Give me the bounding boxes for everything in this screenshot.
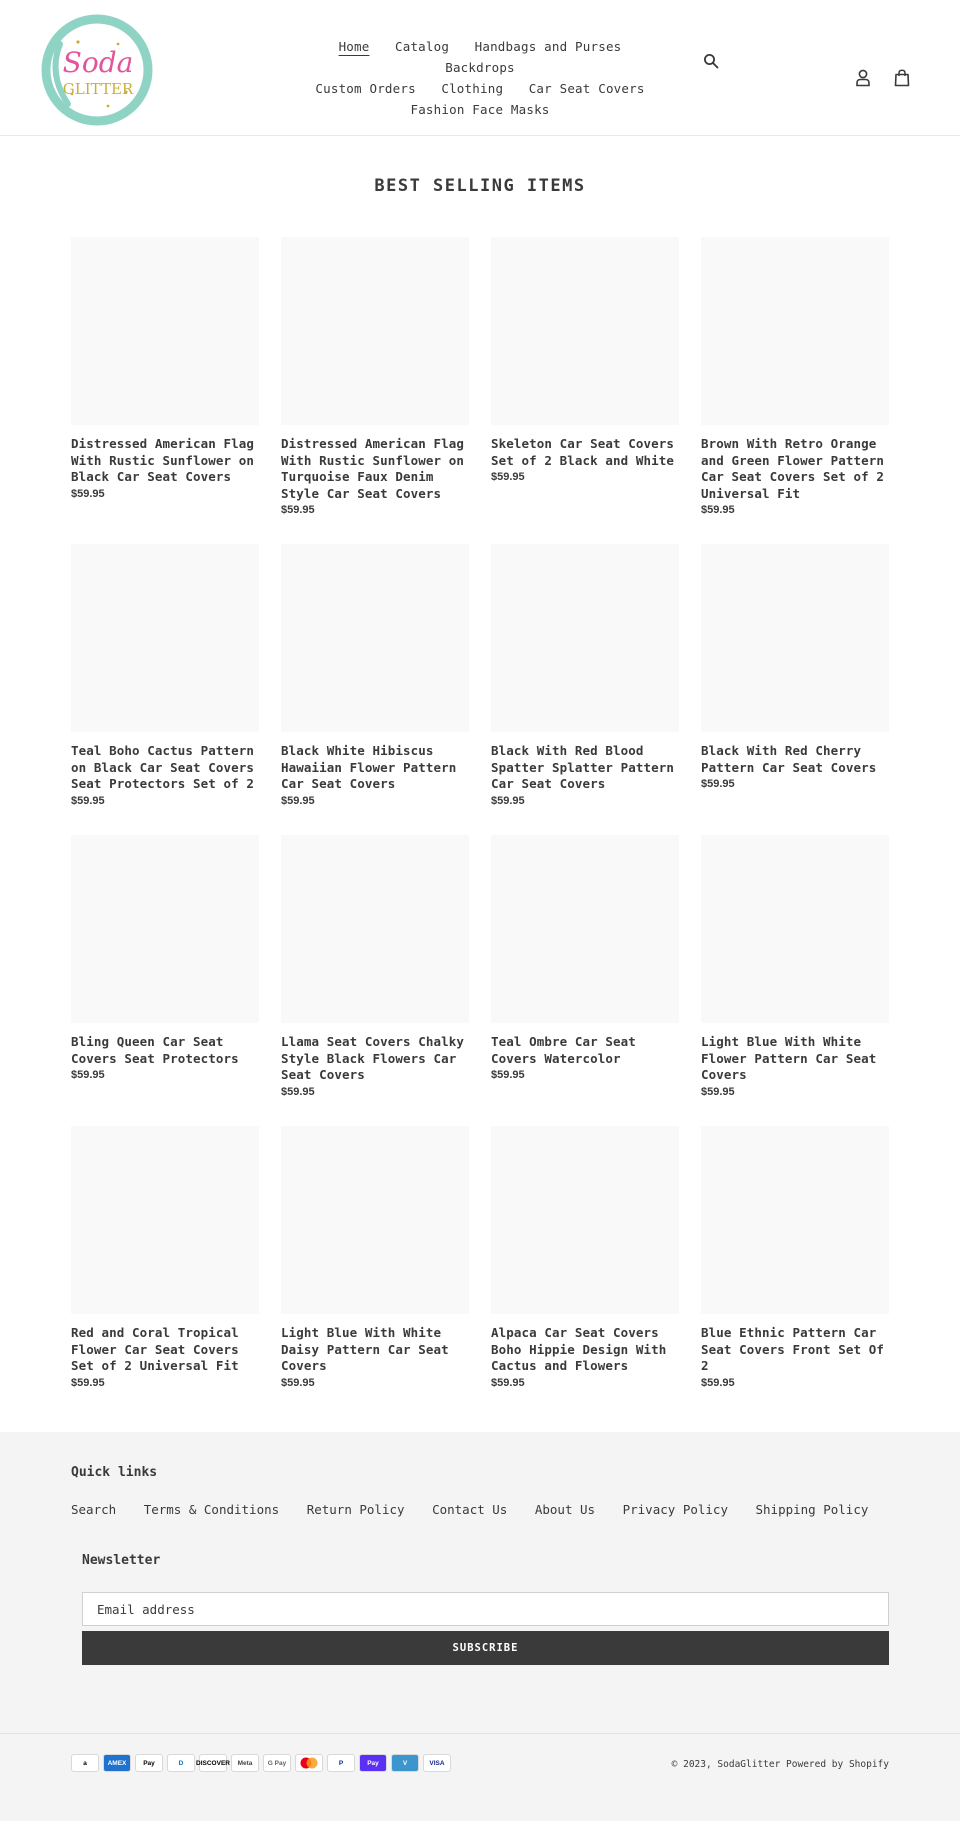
product-title[interactable]: Brown With Retro Orange and Green Flower Pattern Car Seat Covers Set of 2 Universal Fit <box>701 436 885 501</box>
diners-club-icon <box>167 1754 195 1772</box>
product-image[interactable] <box>701 544 889 732</box>
product-price: $59.95 <box>491 1376 525 1389</box>
product-card[interactable] <box>71 237 259 516</box>
product-price: $59.95 <box>701 504 735 516</box>
newsletter-title: Newsletter <box>82 1553 161 1568</box>
product-image[interactable] <box>71 835 259 1023</box>
payment-label: D <box>178 1759 184 1767</box>
main-nav <box>300 36 660 120</box>
product-image[interactable] <box>701 835 889 1023</box>
nav-item-handbags[interactable]: Handbags and Purses <box>474 39 622 54</box>
payment-label: G Pay <box>267 1759 287 1767</box>
email-field[interactable] <box>82 1592 889 1626</box>
payment-label: Meta <box>237 1759 253 1767</box>
venmo-icon <box>391 1754 419 1772</box>
product-card[interactable] <box>281 237 469 516</box>
payment-label: a <box>83 1759 87 1767</box>
apple-pay-icon <box>135 1754 163 1772</box>
section-title: BEST SELLING ITEMS <box>374 176 586 196</box>
product-title[interactable]: Bling Queen Car Seat Covers Seat Protectors <box>71 1034 239 1066</box>
product-card[interactable] <box>701 835 889 1098</box>
product-title[interactable]: Blue Ethnic Pattern Car Seat Covers Front Set Of 2 <box>701 1325 885 1373</box>
payment-label: Pay <box>367 1759 379 1767</box>
nav-item-clothing[interactable]: Clothing <box>441 81 504 96</box>
product-card[interactable] <box>491 1126 679 1389</box>
product-card[interactable] <box>491 237 679 516</box>
footer-link-return-policy[interactable]: Return Policy <box>306 1502 405 1517</box>
product-title[interactable]: Teal Ombre Car Seat Covers Watercolor <box>491 1034 636 1066</box>
cart-icon[interactable] <box>888 64 916 92</box>
product-price: $59.95 <box>701 1376 735 1389</box>
footer-link-shipping[interactable]: Shipping Policy <box>755 1502 869 1517</box>
product-title[interactable]: Distressed American Flag With Rustic Sunflower on Turquoise Faux Denim Style Car Seat Covers <box>281 436 465 501</box>
site-header <box>0 0 960 136</box>
product-card[interactable] <box>701 544 889 807</box>
footer-link-privacy[interactable]: Privacy Policy <box>622 1502 728 1517</box>
product-price: $59.95 <box>71 1376 105 1389</box>
product-price: $59.95 <box>281 794 315 807</box>
product-price: $59.95 <box>491 794 525 807</box>
product-card[interactable] <box>71 835 259 1098</box>
product-image[interactable] <box>491 544 679 732</box>
product-title[interactable]: Distressed American Flag With Rustic Sunflower on Black Car Seat Covers <box>71 436 255 484</box>
payment-label: V <box>402 1759 408 1767</box>
product-grid <box>71 237 889 1389</box>
google-pay-icon <box>263 1754 291 1772</box>
product-image[interactable] <box>71 237 259 425</box>
search-icon[interactable] <box>697 47 725 75</box>
payment-icons <box>71 1754 451 1772</box>
product-card[interactable] <box>491 544 679 807</box>
payment-label: AMEX <box>107 1759 127 1767</box>
product-image[interactable] <box>491 1126 679 1314</box>
site-footer <box>0 1432 960 1821</box>
account-icon[interactable] <box>849 64 877 92</box>
payment-label: Pay <box>143 1759 155 1767</box>
product-card[interactable] <box>701 1126 889 1389</box>
product-price: $59.95 <box>281 1085 315 1098</box>
footer-link-contact[interactable]: Contact Us <box>432 1502 508 1517</box>
product-image[interactable] <box>71 1126 259 1314</box>
product-image[interactable] <box>281 544 469 732</box>
product-title[interactable]: Black With Red Blood Spatter Splatter Pattern Car Seat Covers <box>491 743 675 791</box>
payment-label: DISCOVER <box>196 1759 230 1767</box>
nav-item-catalog[interactable]: Catalog <box>395 39 450 54</box>
footer-link-about[interactable]: About Us <box>534 1502 596 1517</box>
product-card[interactable] <box>71 544 259 807</box>
payment-label: P <box>338 1759 344 1767</box>
product-title[interactable]: Teal Boho Cactus Pattern on Black Car Seat Covers Seat Protectors Set of 2 <box>71 743 255 791</box>
footer-link-terms[interactable]: Terms & Conditions <box>143 1502 280 1517</box>
product-price: $59.95 <box>491 471 525 483</box>
product-row <box>71 1126 889 1389</box>
subscribe-button[interactable]: SUBSCRIBE <box>82 1631 889 1665</box>
nav-item-home[interactable]: Home <box>338 39 370 54</box>
product-price: $59.95 <box>701 1085 735 1098</box>
product-card[interactable] <box>701 237 889 516</box>
nav-item-face-masks[interactable]: Fashion Face Masks <box>410 102 550 117</box>
product-card[interactable] <box>281 544 469 807</box>
copyright-text: © 2023, SodaGlitter Powered by Shopify <box>671 1759 889 1770</box>
quick-links-title: Quick links <box>71 1465 158 1480</box>
product-image[interactable] <box>491 237 679 425</box>
nav-item-car-seat-covers[interactable]: Car Seat Covers <box>528 81 645 96</box>
nav-item-backdrops[interactable]: Backdrops <box>445 60 515 75</box>
amazon-icon <box>71 1754 99 1772</box>
product-title[interactable]: Red and Coral Tropical Flower Car Seat Covers Set of 2 Universal Fit <box>71 1325 239 1373</box>
paypal-icon <box>327 1754 355 1772</box>
footer-link-search[interactable]: Search <box>71 1502 117 1517</box>
product-row <box>71 544 889 807</box>
product-card[interactable] <box>281 1126 469 1389</box>
product-title[interactable]: Llama Seat Covers Chalky Style Black Flowers Car Seat Covers <box>281 1034 465 1082</box>
nav-item-custom-orders[interactable]: Custom Orders <box>315 81 416 96</box>
product-title[interactable]: Black White Hibiscus Hawaiian Flower Pattern Car Seat Covers <box>281 743 457 791</box>
product-price: $59.95 <box>71 487 105 500</box>
footer-divider <box>0 1733 960 1734</box>
product-title[interactable]: Black With Red Cherry Pattern Car Seat Covers <box>701 743 877 775</box>
product-title[interactable]: Skeleton Car Seat Covers Set of 2 Black and White <box>491 436 675 468</box>
product-image[interactable] <box>71 544 259 732</box>
meta-pay-icon <box>231 1754 259 1772</box>
product-title[interactable]: Alpaca Car Seat Covers Boho Hippie Design With Cactus and Flowers <box>491 1325 667 1373</box>
discover-icon <box>196 1754 230 1772</box>
shop-pay-icon <box>359 1754 387 1772</box>
product-image[interactable] <box>281 1126 469 1314</box>
product-price: $59.95 <box>71 794 105 807</box>
mastercard-icon <box>295 1754 323 1772</box>
product-price: $59.95 <box>281 504 315 516</box>
product-image[interactable] <box>701 237 889 425</box>
product-title[interactable]: Light Blue With White Flower Pattern Car Seat Covers <box>701 1034 877 1082</box>
product-price: $59.95 <box>281 1376 315 1389</box>
product-card[interactable] <box>281 835 469 1098</box>
product-image[interactable] <box>701 1126 889 1314</box>
logo-soda-text: Soda <box>62 46 134 79</box>
product-price: $59.95 <box>71 1069 105 1081</box>
payment-label: VISA <box>429 1759 445 1767</box>
product-card[interactable] <box>491 835 679 1098</box>
amex-icon <box>103 1754 131 1772</box>
logo-glitter-text: GLITTER <box>62 80 134 98</box>
product-price: $59.95 <box>491 1069 525 1081</box>
product-row <box>71 237 889 516</box>
product-image[interactable] <box>281 835 469 1023</box>
product-image[interactable] <box>491 835 679 1023</box>
product-card[interactable] <box>71 1126 259 1389</box>
product-row <box>71 835 889 1098</box>
product-price: $59.95 <box>701 778 735 790</box>
sodaglitter-logo[interactable] <box>38 14 156 126</box>
visa-icon <box>423 1754 451 1772</box>
quick-links <box>71 1502 888 1517</box>
product-title[interactable]: Light Blue With White Daisy Pattern Car Seat Covers <box>281 1325 449 1373</box>
product-image[interactable] <box>281 237 469 425</box>
